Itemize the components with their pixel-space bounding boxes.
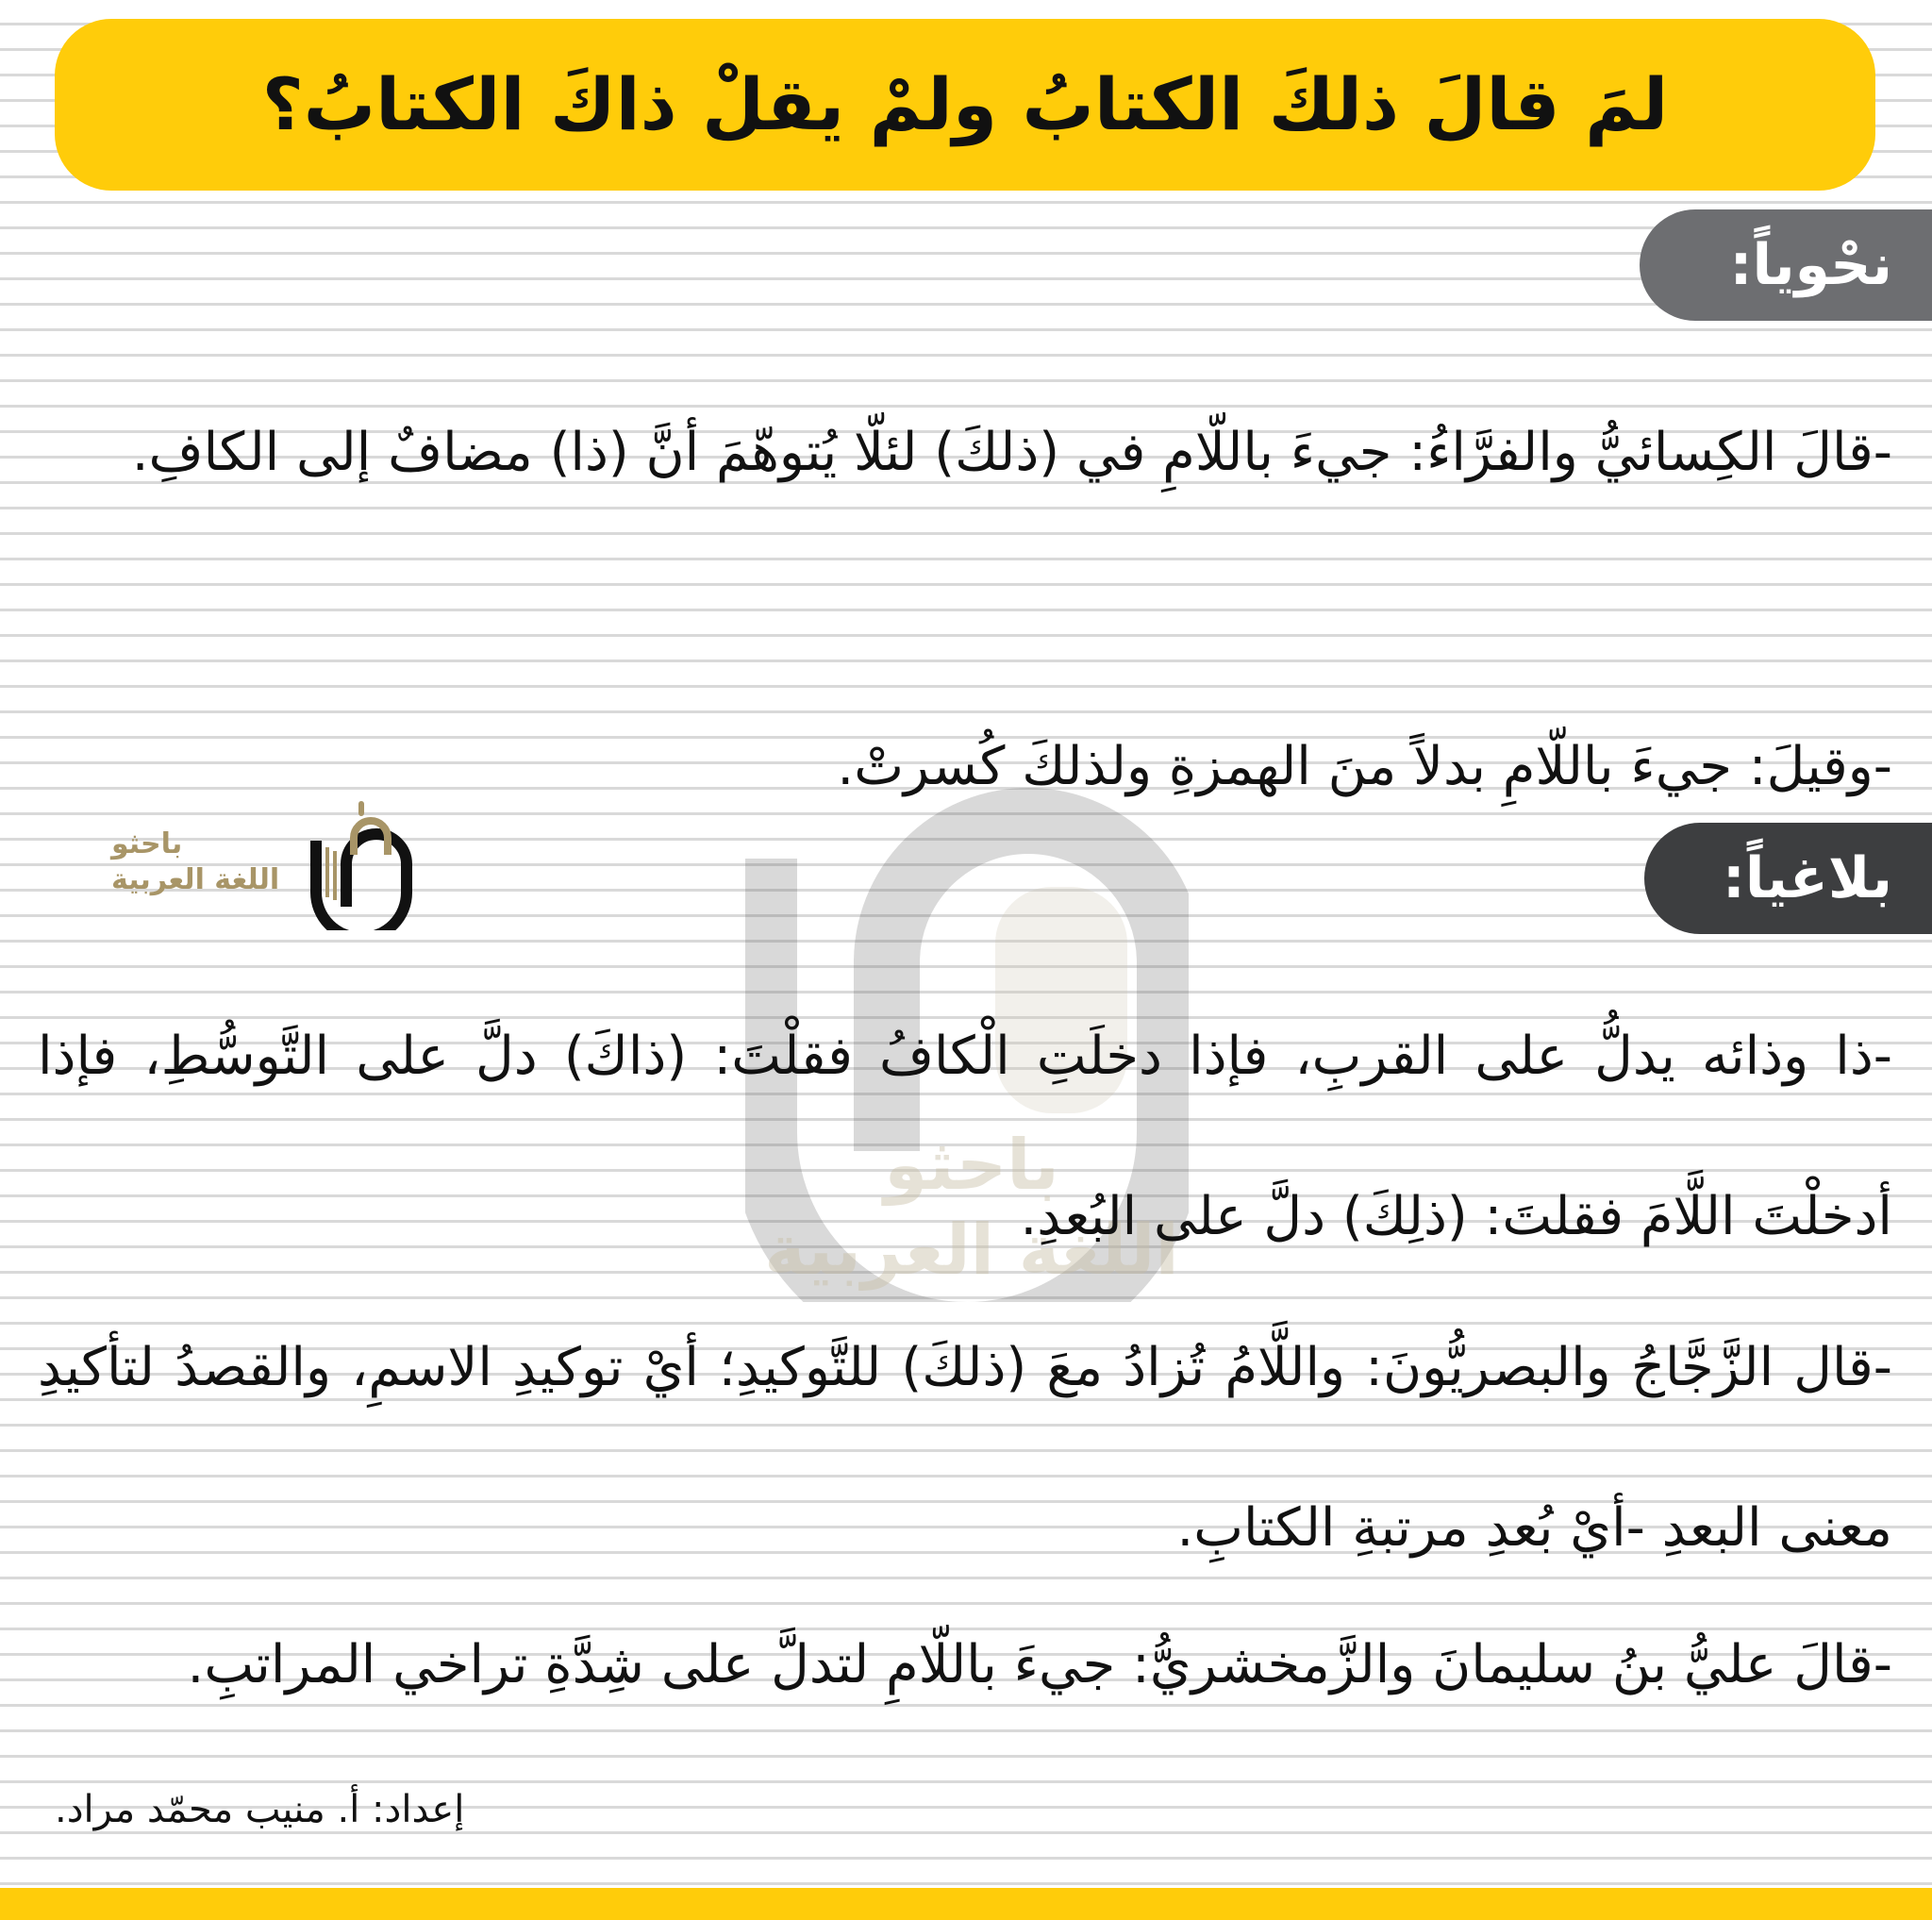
logo-line1: باحثو (111, 827, 183, 860)
paragraph-proximity: -ذا وذائه يدلُّ على القربِ، فإذا دخلَتِ الْكافُ فقلْتَ: (ذاكَ) دلَّ على التَّوسُّطِ، فإذا أدخلْتَ اللَّامَ فقلتَ: (ذلِكَ) دلَّ على البُعدِ. (38, 1026, 1892, 1247)
bottom-accent-strip (0, 1888, 1932, 1920)
section-label-balagha (1644, 823, 1932, 934)
watermark-line1: باحثو (884, 1125, 1059, 1206)
logo-line2: اللغة العربية (111, 863, 280, 896)
paragraph-zamakhshari: -قالَ عليُّ بنُ سليمانَ والزَّمخشريُّ: جيءَ باللّامِ لتدلَّ على شِدَّةِ تراخي المراتبِ. (187, 1634, 1892, 1695)
paragraph-zajjaj: -قال الزَّجَّاجُ والبصريُّونَ: واللَّامُ تُزادُ معَ (ذلكَ) للتَّوكيدِ؛ أيْ توكيدِ الاسمِ، والقصدُ لتأكيدِ معنى البعدِ -أيْ بُعدِ مرتبةِ الكتابِ. (38, 1337, 1892, 1559)
arch-book-logo-icon (305, 798, 418, 930)
section-label-nahw-text: نحْوياً: (1729, 232, 1892, 298)
paragraph-hamza: -وقيلَ: جيءَ باللّامِ بدلاً منَ الهمزةِ ولذلكَ كُسرتْ. (837, 736, 1892, 797)
watermark-line2: اللغة العربية (764, 1210, 1179, 1291)
logo-text (111, 826, 281, 898)
paragraph-kisai: -قالَ الكِسائيُّ والفرَّاءُ: جيءَ باللّامِ في (ذلكَ) لئلّا يُتوهّمَ أنَّ (ذا) مضافٌ إلى الكافِ. (131, 422, 1892, 483)
brand-logo (111, 798, 418, 930)
page-title: لمَ قالَ ذلكَ الكتابُ ولمْ يقلْ ذاكَ الكتابُ؟ (261, 62, 1669, 146)
section-label-balagha-text: بلاغياً: (1722, 845, 1892, 911)
author-credit: إعداد: أ. منيب محمّد مراد. (55, 1788, 465, 1831)
section-label-nahw (1640, 209, 1932, 321)
title-banner (55, 19, 1875, 191)
